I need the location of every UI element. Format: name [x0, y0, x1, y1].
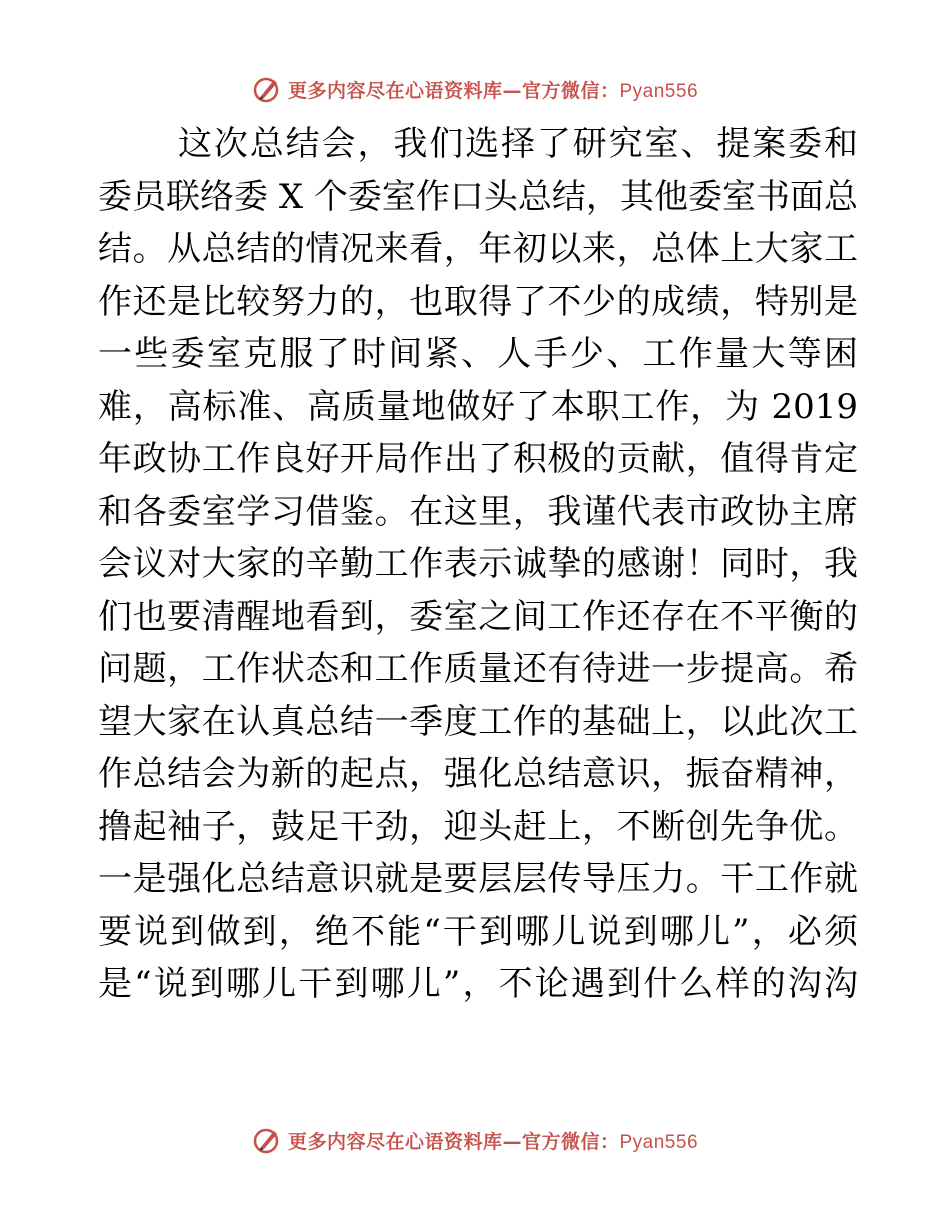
text-line: 这次总结会，我们选择了研究室、提案委和	[178, 124, 858, 164]
text-line: 们也要清醒地看到，委室之间工作还存在不平衡的	[98, 596, 858, 637]
body-paragraph	[98, 118, 858, 1011]
text-line: 一是强化总结意识就是要层层传导压力。干工作就	[98, 859, 858, 899]
text-line: 问题，工作状态和工作质量还有待进一步提高。希	[98, 649, 858, 689]
text-line: 会议对大家的辛勤工作表示诚挚的感谢！同时，我	[98, 544, 858, 584]
text-line: 结。从总结的情况来看，年初以来，总体上大家工	[98, 229, 858, 269]
watermark-dash: —	[502, 79, 522, 102]
watermark-main: 更多内容尽在心语资料库	[287, 1130, 503, 1153]
text-line: 委员联络委 X 个委室作口头总结，其他委室书面总	[98, 176, 858, 217]
text-line: 一些委室克服了时间紧、人手少、工作量大等困	[98, 334, 858, 374]
text-line: 是“说到哪儿干到哪儿”，不论遇到什么样的沟沟	[98, 964, 858, 1004]
watermark-account: Pyan556	[619, 80, 699, 102]
text-line: 望大家在认真总结一季度工作的基础上，以此次工	[98, 701, 858, 742]
pen-logo-icon	[252, 74, 282, 104]
watermark-main: 更多内容尽在心语资料库	[287, 79, 503, 102]
watermark-dash: —	[502, 1130, 522, 1153]
text-line: 撸起袖子，鼓足干劲，迎头赶上，不断创先争优。	[98, 806, 858, 847]
watermark-account: Pyan556	[619, 1131, 699, 1153]
footer-watermark	[0, 1123, 950, 1157]
watermark-text	[288, 1127, 698, 1154]
pen-logo-icon	[252, 1125, 282, 1155]
text-line: 和各委室学习借鉴。在这里，我谨代表市政协主席	[98, 491, 858, 532]
text-line: 作总结会为新的起点，强化总结意识，振奋精神，	[98, 754, 858, 794]
header-watermark	[0, 72, 950, 106]
text-line: 难，高标准、高质量地做好了本职工作，为 2019	[98, 386, 858, 427]
watermark-sub: 官方微信：	[521, 79, 620, 102]
watermark-text	[288, 76, 698, 103]
text-line: 年政协工作良好开局作出了积极的贡献，值得肯定	[98, 439, 858, 479]
watermark-sub: 官方微信：	[521, 1130, 620, 1153]
text-line: 要说到做到，绝不能“干到哪儿说到哪儿”，必须	[98, 911, 858, 952]
text-line: 作还是比较努力的，也取得了不少的成绩，特别是	[98, 281, 858, 322]
